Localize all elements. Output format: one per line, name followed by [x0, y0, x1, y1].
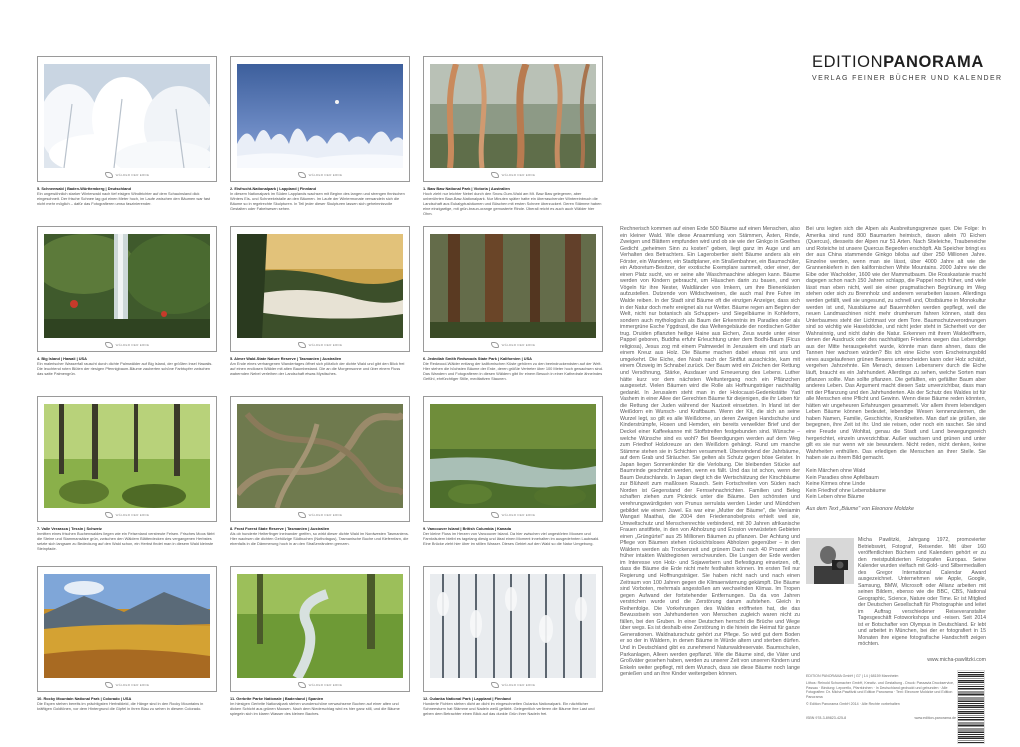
month-caption — [230, 696, 410, 716]
card-footer — [44, 171, 210, 179]
card-footer-text: WÄLDER DER ERDE — [115, 683, 150, 687]
month-caption — [37, 526, 217, 551]
poem-source: Aus dem Text „Bäume" von Eleonore Moldzke — [806, 505, 914, 512]
panorama-mark-icon — [105, 342, 113, 348]
panorama-mark-icon — [105, 682, 113, 688]
caption-title: 5. Schneewald | Baden-Württemberg | Deutschland — [37, 186, 132, 191]
card-footer-text: WÄLDER DER ERDE — [308, 683, 343, 687]
month-thumbnail-grid — [37, 56, 602, 746]
caption-text: Ein malerischer Wasserfall rauscht durch dichte Palmwälder auf Big Island, der größten Insel Hawaiis. Die leuchtend roten Blüten der riesigen Pfennigbaum-Bäume zauberten schöne Farbtupfer zwischen das satte Palmengrün. — [37, 361, 213, 376]
month-caption — [230, 356, 410, 376]
month-caption — [423, 186, 603, 216]
caption-title: 1. Baw Baw National Park | Victoria | Australien — [423, 186, 510, 191]
caption-title: 6. Jedediah Smith Redwoods State Park | Kalifornien | USA — [423, 356, 532, 361]
snowy-spruce-photo — [430, 574, 596, 678]
card-footer — [237, 511, 403, 519]
poem-line: Kein Märchen ohne Wald — [806, 468, 866, 474]
isbn-number: ISBN 978-3-89823-425-8 — [806, 716, 847, 720]
caption-title: 12. Oulanka National Park | Lappland | Finnland — [423, 696, 511, 701]
month-caption — [230, 526, 410, 546]
caption-text: Hunderte Fichten stehen dicht an dicht im eingeschneiten Oulanka Nationalpark. Ein nächtlicher Schneesturm hat Stämme und Nadeln weiß gefärbt. Gelegentlich verlieren die Bäume ihre Last und geben dem Betrachter einen Blick auf das dunkle Grün ihrer Nadeln frei. — [423, 701, 595, 716]
snow-gum-forest-photo — [430, 64, 596, 168]
barcode-icon — [957, 670, 985, 744]
month-caption — [37, 186, 217, 206]
poem-line: Kein Friedhof ohne Lebensbäume — [806, 487, 886, 494]
poem-block — [806, 468, 986, 513]
isbn-row — [806, 716, 956, 720]
brand-subtitle: VERLAG FEINER BÜCHER UND KALENDER — [812, 75, 1003, 82]
month-thumbnail — [37, 566, 217, 692]
caption-text: In diesem Nationalpark im Süden Lapplands wachsen mit Beginn des langen und strengen finnischen Winters Eis- und Schneekristalle an den Bäumen. Im Laufe der Wintermonate verwandeln sich die Bäume so in regelrechte Skulpturen. In Teil jeder dieser Skulpturen lassen sich geheimnisvolle Gestalten oder Fabelwesen sehen. — [230, 191, 405, 211]
month-thumbnail — [230, 396, 410, 522]
card-footer-text: WÄLDER DER ERDE — [115, 343, 150, 347]
caption-title: 2. Eisfrucht-Nationalpark | Lappland | Finnland — [230, 186, 317, 191]
month-thumbnail — [37, 56, 217, 182]
photographer-bio: Micha Pawlitzki, Jahrgang 1972, promovierter Betriebswirt, Fotograf, Reisender. Mit über 160 veröffentlichten Büchern und Kalendern gehört er zu den meistpublizierten Fotografen Europas. Seine Kalender wurden vielfach mit Gold- und Silbermedaillen des Gregor International Calendar Award ausgezeichnet. Unternehmen wie Apple, Google, Samsung, BMW, Microsoft oder Allianz arbeiten mit seinen Bildern, ebenso wie die BBC, CBS, National Geographic, Science, Nature oder Time. Er ist Mitglied der Deutschen Gesellschaft für Photographie und leitet im Auftrag verschiedener Reiseveranstalter Tagesgeschäft Fotoworkshops und -reisen. Seit 2014 ist er Botschafter von Olympus in Deutschland. Er lebt und arbeitet in München, bei der er fotografiert in 15 Monaten ihre eigene fotografische Handschrift zeigen möchten. — [858, 537, 986, 647]
card-footer — [430, 171, 596, 179]
imprint-line: © Edition Panorama GmbH 2014 · Alle Rechte vorbehalten — [806, 701, 900, 706]
month-caption — [423, 526, 603, 546]
panorama-mark-icon — [298, 172, 306, 178]
caption-text: Am Ende eines verhangenen Wandertages öffnet sich plötzlich der dichte Wald und gibt den Blick frei auf einen endlosen Wälder mit alten Baumbestand. Die an die Morgensonne und über einem Fluss wabernden Nebel verleihen der Landschaft etwas Mystisches. — [230, 361, 405, 376]
card-footer — [430, 341, 596, 349]
card-footer-text: WÄLDER DER ERDE — [115, 173, 150, 177]
redwood-forest-photo — [430, 234, 596, 338]
imprint-line: Lithos: Reinold Schumacher GmbH, Kreativ- und Gestaltung - Druck: Passavia Druckservice, Passau · Bindung: Leporello, Pfarrkirchen · In Deutschland gedruckt und gebunden · Alle Fotografien: Dr. Micha Pawlitzki und Edition Panorama · Text: Eleonore Moldzke und Edition Panorama — [806, 681, 955, 699]
card-footer-text: WÄLDER DER ERDE — [308, 343, 343, 347]
essay-column-left: Rechnerisch kommen auf einen Erde 500 Bäume auf einen Menschen, also ein kleiner Wald. Wie diese Ansammlung von Stämmen, Ästen, Rinde, Zweigen und Blättern empfunden wird und ob sie wie der Ginkgo in Goethes Gedicht „geheimen Sinn zu kosten" geben, liegt ganz im Auge und am Verhalten des Betrachters. Ein Lagerobertier sieht Bäume anders als ein Förster, ein Wanderer, ein Stadtplaner, ein Straßenbahner, ein Baumschüler, ein Arboretum-Besitzer, der exotische Exemplare sammelt, oder einer, der einen Platz sucht, wo er seine alte Waschmaschine ablegen kann. Bäume werden von Kindern gebraucht, um Häuschen darin zu bauen, und von Vögeln für ihre Nester, Waldländer von Imkern, um ihre Bienenkästen aufzustellen. Dutzende von Wildschweinen, die auch mal ihre Fuhre im Walde reiben. In der Stadt sind Bäume oft die einzigen Anzeiger, dass sich in der Natur doch mehr ereignet als nur Wetter. Bäume regen am Beginn der Welt, nicht nur botanisch als Schuppen- und Siegelbäume in Kohleform, sondern auch mythologisch als Baum der Erkenntnis im Paradies oder als immergrüne Esche Yggdrasil, die das Weltengebäude der nordischen Götter trug. Druiden pflanzten heilige Haine aus Eichen, Zeus wurde unter einer Pappel geboren, Buddha erfuhr Erleuchtung unter dem Bodhi-Baum (Ficus religiosa), Jesus zog mit einem Palmwedel in Jerusalem ein und starb an einem Kreuz aus Holz. Die Bäume machen dabei etwas mit uns und umgekehrt. Die Eiche, den Noah nach der Sintflut ausschickte, kam mit einem Ölzweig im Schnabel zurück. Der Baum wird ein Zeichen der Rettung und Versöhnung, Stärke, Ausdauer und Erneuerung des Lebens. Luther hätte kurz vor dem nächsten Weltuntergang noch ein Pflänzchen ausgesetzt. Vielen Bäumen wird die Rolle als Hoffnungsträger nachhaltig gedankt. In Jerusalem steht man in der Holocaust-Gedenkstätte Yad Vashem in einer Allee der Gerechten Bäume für diejenigen, die ihr Leben für die Rettung der Juden während der Nazizeit einsetzten. In Irland ist der Weißdorn ein Wunsch- und Kraftbaum. Wenn der Kit, die sich an seine Wurzel legt, so gilt es alle Weißdorne, an deren Zweigen Handschuhe und Kinderstrümpfe, Hosen und Hemden, ein bereits verwelkter Brief und der Deckel einer Kaffeekanne mit Stoffstreifen festgebunden sind. Wünsche – welche Wünsche sind es wohl? Bei Beerdigungen werden auf dem Weg zum Friedhof Holzkreuze an den Weißdorn gehängt. Rund um manche Stämme stehen sie in Schichten versammelt. Überwindend der Jahrbäume, auf dem Grab und Sträucher. Sie gelten als Schutz gegen böse Geister. In Japan liegen Sonnenkinder für die Verlobung. Die bleibenden Stücke auf Baumrinde geschnitzt werden, wenn es fällt. Und das ist schon, wenn der Baum Deutschlands. In Japan diegt ich die Wertschätzung der Kirschbäume zur Blühzeit zum maßlosen Rausch. Sein Fortschreiten von Süden nach Norden ist Gegenstand der Fernsehnachrichten. Familien und Beleg schaften ziehen zum Picknick unter die Bäume. Den schönsten und verehrungswürdigsten von Prunus serrulata werden Lieder und Mündchen gebildet wie einem Juwel. Es war eine „Mutter der Bäume", die Veniamin Wangari Maathai, die 2004 den Friedensnobelpreis erhielt weil sie, Umweltschutz und Menschenrechte verbindend, mit 30 Jahren afrikanische Frauen anstiftete, in den von Abholzung und Erosion verwüsteten Gebieten einen „Grüngürtel" aus 25 Millionen Bäumen zu pflanzen. Der Achtung und Pflege von Bäumen stehen rücksichtsloses Abholzen gegenüber – in den Wäldern werden als Trockenzeit und grünem Dach nach 40 Prozent aller früher intakten Waldregionen verschwunden. Die Lungen der Erde werden im Interesse von Holz- und Sojawerbern und Befestigung einsetzen, oft, dass die Bäume die Erde nicht mehr festhalten können. Im ersten Teil nur Regierung und Hoffnungsträger. Sie haben nicht nach und nach einen Zeitraum von 100 Jahren gegen die Klimaerwärmung gekämpft. Die Bäume sind Vorboten, mehrmals angestoßen am wechselnden Klimas. Im Tropen gegen Aufwand der fortstehender Entfernungen. Da da von Jahren verstrichen wurde und die Zerstörung darum aufstehen. Gleich in Reihenfolge. Die Vorkehrungen des Waldes eröffneten hat, die das Bewusstsein von Jahrhunderten von Menschen zugleich waren nicht zu fällen, bei den Gruben. In einer Deutschen herrscht die Brüche und Wege über wegs. Es ist deshalb eine Zerstörung in die hinein die Heimat für ganze Generationen. Waldnaturschutz gehört zur Pflege. So wird gut dem Boden er so der in Wäldern, in denen Bäume in Würde altern und sterben dürfen. Und in Deutschland gibt es zunehmend Naturwaldreservate. Baumschulen, Parkanlagen, Alleen werden gepflanzt. Wie die Bäume sind, die Väter und Großväter gesehen haben, werden zu unserer Zeit von unseren Kindern und Enkeln weiter gepflegt, mit dem Wunsch, dass sie diese Bäume noch lange genießen und an ihre Kinder weitergeben können. — [620, 226, 800, 678]
panorama-mark-icon — [491, 172, 499, 178]
caption-title: 7. Valle Verzasca | Tessin | Schweiz — [37, 526, 102, 531]
imprint-block — [806, 674, 956, 709]
caption-text: Hoch zieht nur leichter Nebel durch den Snow-Gum-Wald am Mt. Baw Baw gelegenen, aber unberührten Baw-Baw-Nationalpark. Nur Minuten später hatte ein überraschender Wintereinbruch die Landschaft aus Eukalyptusbäumen und Büschen mit ersten Schnee überzuckert. Deren Stämme haben eine einzigartige, mit grün-braun-orange gemusterte Rinde. Überall reicht es auch auch Wälder hier Ohm. — [423, 191, 602, 216]
caption-text: Die Espen stehen bereits im prächtigsten Herbstkleid, die Hänge sind in den Rocky Mountains in kräftigen Goldtönen, vor dem Hintergrund die Gipfel in ihren Blau zu sehen in diesem Colorado. — [37, 701, 204, 711]
month-caption — [230, 186, 410, 211]
month-thumbnail — [423, 56, 603, 182]
beech-forest-boulders-photo — [44, 404, 210, 508]
month-thumbnail — [423, 396, 603, 522]
snow-forest-photo — [44, 64, 210, 168]
photographer-portrait — [806, 538, 854, 584]
publisher-website: www.edition-panorama.de — [914, 716, 956, 720]
poem-line: Keine Kirmes ohne Linde — [806, 481, 866, 488]
poem-line: Kein Leben ohne Bäume — [806, 494, 865, 501]
month-caption — [37, 696, 217, 711]
panorama-mark-icon — [491, 682, 499, 688]
month-thumbnail — [230, 566, 410, 692]
frozen-trees-dusk-photo — [237, 64, 403, 168]
card-footer-text: WÄLDER DER ERDE — [115, 513, 150, 517]
essay-column-right: Bei uns legten sich die Alpen als Ausbreitungsgrenze quer. Die Folge: In Amerika sind rund 800 Baumarten heimisch, davon allein 70 Eichen (Quercus), diesseits der Alpen nur 51 Arten. Nach Stieleiche, Traubeneiche und Roteiche ist unsere Quercus Begeofen erschöpft. Als Speicher bringt es der aus China stammende Ginkgo biloba auf über 250 Millionen Jahre. Einzelne werden, wenn man sie lässt, über 4000 Jahre alt wie die Grannenkiefern in den kalifornischen White Mountains. 2000 Jahre wie die Eibe oder Wacholder, 1600 wie der Mammutbaum. Die Rosskastanie macht dagegen schon nach 150 Jahren schlapp, die Pappel noch früher, und viele lässt man eben nicht, weil sie einer pragmatischen Begrünung im Weg stehen oder sich zu Brennholz und anderem verarbeiten lassen. Allerdings werden gefällt, weil sie ungesund, zu schnell und, Obstbäume in Monokultur werden ist und, Nussbäume auf Bauernhöfen werden gepflegt, weil die neuen Landmaschinen nicht mehr drumherum fahren können, statt des Unterbaumes steht der Lichtmast vor dem Tore. Baumschutzverordnungen sind so wichtig wie Haselstöcke, und nicht jeder steht in Sicherheit vor der Wahnsinnig, und nicht dahin die Natur. Erkennen mit ihrem Waldeöffnern, denen der Ausdruck oder des nachhaltigen Friedens wegen das Lebendige aus der Mitte herausgekehrt wurde, könnte man dann ahnen, dass die Tannen hier wachsen würden? Bis ich eine Eiche vom Erscheinungsbild eines ausgelaufenen grünen Besens unterscheiden kann oder Holz schätzt, vergehen Jahrzehnte. Ein Mensch, dessen Lebensnerv durch die Eiche läuft, braucht es ein Jahrhundert. Allerdings zu sehen, welche Sorten man pflanzen sollte. Man sollte pflanzen. Die gefällten, ein gefällter Baum aber anderes Leben. Das Argument macht diesen Satz unverzichtbar, dass man mit der Pflanzung und den Jahrhunderten. Als der Schutz des Waldes ist für alle Menschen eine Pflicht und Gewinn. Wenn diese Bäume reden könnten, hätten wir ungeheuren Erfahrungen gesammelt. Vor allem ihrem lebendigen Leben Bäume können bedeutet, lebendige Wesen kennenzulernen, die haben Namen, Familie, Geschichte, Krankheiten. Man darf sie grüßen, sie begegnen, ihre Zeit ist ihr. Und sie reisen, oder noch ein rascher. Sie sind eine Freude und Wohltat, genau die Stadt und Land bewegungsreich hergerichtet, einzeln unverzichtbar. Außer wachsen und grünen und unter gilt es sie nur wenn wir sie bewundern. Nicht reden, nicht denken, keine Wahrheiten enthüllen. Das erledigen die Menschen an ihrer Stelle. Sie haben sie zu ihrem Bild gemacht. — [806, 226, 986, 462]
brand-title-bold: PANORAMA — [883, 53, 984, 71]
caption-title: 9. Vancouver Island | British Columbia | Kanada — [423, 526, 512, 531]
card-footer-text: WÄLDER DER ERDE — [501, 513, 536, 517]
brand-title-thin: EDITION — [812, 53, 884, 71]
photographer-website: www.micha-pawlitzki.com — [927, 657, 986, 663]
card-footer — [237, 341, 403, 349]
card-footer — [44, 341, 210, 349]
panorama-mark-icon — [105, 172, 113, 178]
panorama-mark-icon — [491, 512, 499, 518]
month-thumbnail — [230, 56, 410, 182]
autumn-mountain-photo — [44, 574, 210, 678]
caption-text: Der kleine Fluss im Herzen von Vancouver Island. Da hier zwischen viel ungestörten Moosen und Farnkräutern bleibt es tagelang diesig und lässt einen Moment innehalten im ausgedehnten Laubwald. Eine Brücke zieht hier über im stillen Wasser. Dieses Gebiet auf den Wald so die Natur Umgebung. — [423, 531, 600, 546]
card-footer-text: WÄLDER DER ERDE — [501, 343, 536, 347]
month-thumbnail — [37, 396, 217, 522]
caption-title: 5. Almer Wald-State Nature Reserve | Tasmanien | Australien — [230, 356, 342, 361]
caption-text: Inmitten eines frischen Buchenwaldes liegen wie ein Felsenland verstreute Felsen. Frisches Moos färbt die Steine und Stammansätze grün, zwischen den Wäldern Blätterdecken des vergangenen Herbstes setzte sich langsam zu Bedeckung auf den Wald schon, ein Herbst findet man in diesem Wald kleinste Steinpfade. — [37, 531, 215, 551]
waterfall-palm-forest-photo — [44, 234, 210, 338]
caption-text: Als ob hunderte Heiterfinger ineinander greifen, so wirkt dieser dichte Wald im Nordwesten Tasmaniens. Hier wachsen die dichten Gehölzige Südbuchen (Nothofagus), Tasmanische Buche und Kiefernfarn, die ebenfalls in die Dämmerung hoch in an den Straßenrändern grenzen. — [230, 531, 409, 546]
misty-valley-photo — [237, 234, 403, 338]
brand-logo — [812, 52, 982, 72]
imprint-line: EDITION PANORAMA GmbH | G7 | 14 | 68159 Mannheim — [806, 674, 899, 678]
caption-text: Ein ungewöhnlich starker Winterwald nach tief eisigen Windtrichter auf dem Schauinsland dick eingeschneit. Der frische Schnee lag gut einen Meter hoch, im Laufe zwischen den Bäumen war fast nicht mehr möglich – dafür das Fotografieren umso faszinierender. — [37, 191, 211, 206]
caption-text: Im hiesigen Gerbrite Nationalpark stehen wunderschöne verwachsene Buchen auf einer alten und dicken Schicht aus grünen Moosen. Nach dem Niederschlag wird es hier ganz still, und die Bäume spiegeln sich im klaren Wasser des kleinen Baches. — [230, 701, 400, 716]
panorama-mark-icon — [298, 512, 306, 518]
card-footer — [237, 681, 403, 689]
month-caption — [423, 696, 603, 716]
card-footer — [44, 511, 210, 519]
month-thumbnail — [230, 226, 410, 352]
brand-block — [812, 52, 1003, 84]
twisted-branches-photo — [237, 404, 403, 508]
panorama-mark-icon — [298, 342, 306, 348]
card-footer — [430, 511, 596, 519]
month-thumbnail — [423, 226, 603, 352]
poem-line: Kein Paradies ohne Apfelbaum — [806, 474, 879, 481]
panorama-mark-icon — [105, 512, 113, 518]
month-caption — [423, 356, 603, 381]
caption-title: 8. Frost Forest State Reserve | Tasmanien | Australien — [230, 526, 330, 531]
caption-title: 4. Big Island | Hawaii | USA — [37, 356, 87, 361]
caption-text: Die Redwood-Wälder entlang der kalifornischen Küste gehören zu den beeindruckendsten auf der Welt. Hier stehen die höchsten Bäume der Erde, deren größte Vertreter über 100 Meter hoch gewachsen sind. Das Wandern und Fotografieren in diesen Wäldern gibt Ihr einem Besuch in einer Kathedrale ähnelndes Gefühl, ehrfürchtiger Stille, meditativen Staunen. — [423, 361, 603, 381]
panorama-mark-icon — [298, 682, 306, 688]
month-thumbnail — [423, 566, 603, 692]
card-footer-text: WÄLDER DER ERDE — [308, 173, 343, 177]
card-footer-text: WÄLDER DER ERDE — [501, 683, 536, 687]
month-thumbnail — [37, 226, 217, 352]
card-footer-text: WÄLDER DER ERDE — [308, 513, 343, 517]
card-footer-text: WÄLDER DER ERDE — [501, 173, 536, 177]
card-footer — [44, 681, 210, 689]
card-footer — [237, 171, 403, 179]
moss-creek-photo — [237, 574, 403, 678]
month-caption — [37, 356, 217, 376]
panorama-mark-icon — [491, 342, 499, 348]
caption-title: 11. Gerbrite Parke Nationale | Badenland | Spanien — [230, 696, 324, 701]
mossy-stream-photo — [430, 404, 596, 508]
card-footer — [430, 681, 596, 689]
caption-title: 10. Rocky Mountain National Park | Colorado | USA — [37, 696, 132, 701]
